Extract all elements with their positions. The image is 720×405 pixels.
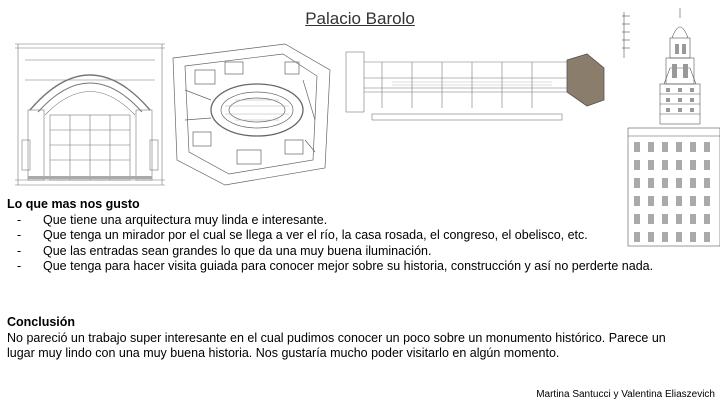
likes-item [7, 213, 667, 229]
likes-item-text: Que tenga un mirador por el cual se llega a ver el río, la casa rosada, el congreso, el obelisco, etc. [43, 228, 588, 242]
likes-item-text: Que tenga para hacer visita guiada para conocer mejor sobre su historia, construcción y así no perderte nada. [43, 259, 654, 273]
section-drawing [342, 48, 610, 132]
bullet-marker: - [17, 259, 22, 273]
likes-item [7, 244, 667, 260]
entrance-elevation-drawing [10, 40, 170, 190]
likes-item-text: Que tiene una arquitectura muy linda e interesante. [43, 212, 328, 227]
likes-item-text: Que las entradas sean grandes lo que da una muy buena iluminación. [43, 243, 432, 258]
conclusion-heading: Conclusión [7, 315, 76, 329]
likes-item [7, 228, 667, 244]
likes-heading: Lo que mas nos gusto [7, 197, 140, 211]
slide-title: Palacio Barolo [305, 9, 415, 28]
likes-item [7, 259, 667, 275]
conclusion-text: No pareció un trabajo super interesante en el cual pudimos conocer un poco sobre un monumento histórico. Parece un lugar muy lindo con una muy buena historia. Nos gustaría mucho poder visitarlo en algún momento. [7, 330, 666, 360]
likes-section [7, 197, 667, 275]
floor-plan-drawing [165, 40, 335, 190]
bullet-marker: - [17, 243, 22, 258]
bullet-marker: - [17, 228, 22, 242]
authors-credit: Martina Santucci y Valentina Eliaszevich [536, 389, 715, 400]
bullet-marker: - [17, 212, 22, 227]
conclusion-section [7, 315, 667, 362]
